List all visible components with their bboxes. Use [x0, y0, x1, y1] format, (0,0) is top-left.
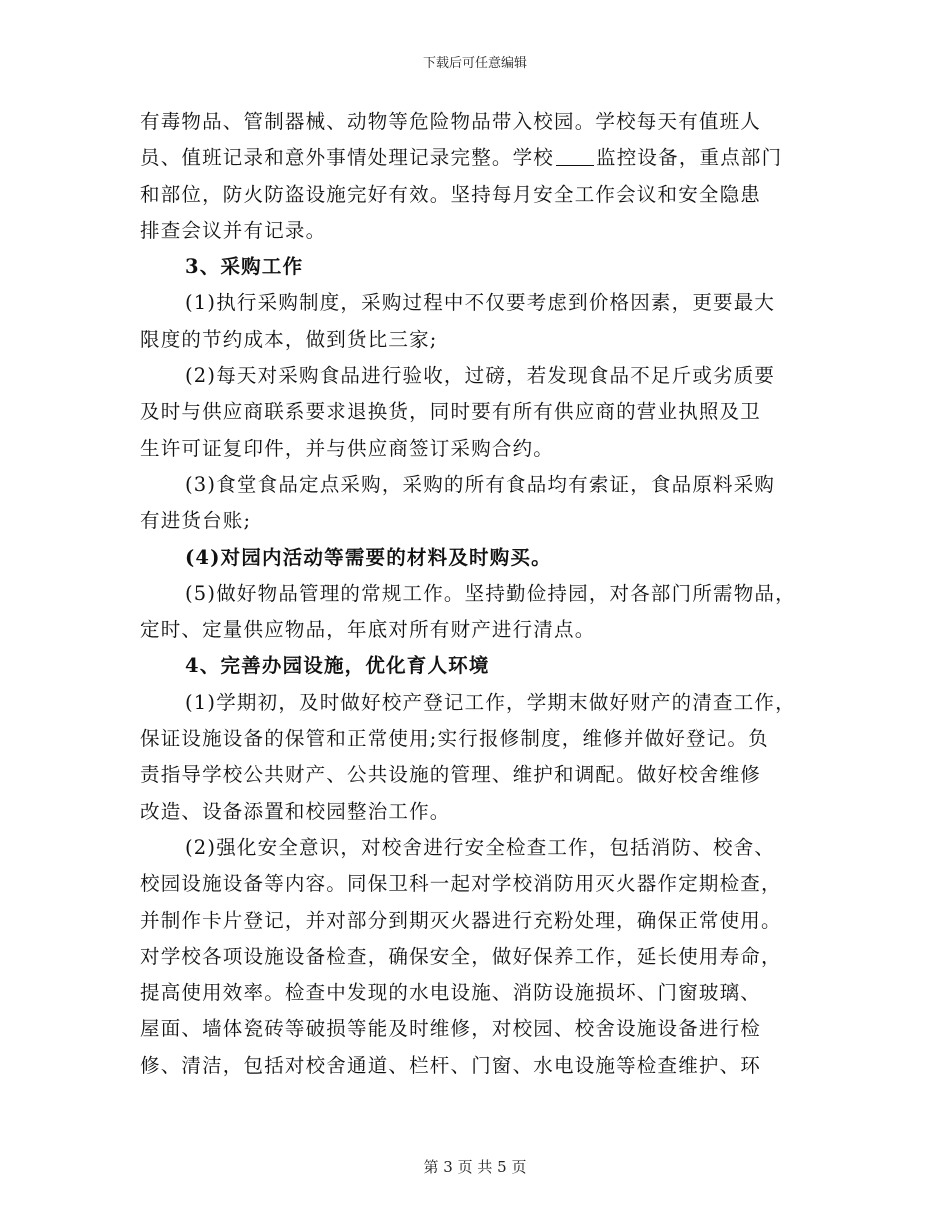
text-line — [140, 757, 820, 793]
page-footer: 第 3 页 共 5 页 — [423, 1158, 527, 1176]
text-line-content: 屋面、墙体瓷砖等破损等能及时维修，对校园、校舍设施设备进行检 — [140, 1017, 762, 1041]
text-line — [140, 612, 820, 648]
text-line-content: 有进货台账; — [140, 509, 252, 533]
text-line — [140, 540, 820, 576]
text-line — [140, 177, 820, 213]
text-line-content: 限度的节约成本，做到货比三家; — [140, 327, 438, 351]
text-line — [140, 721, 820, 757]
text-line-content: 校园设施设备等内容。同保卫科一起对学校消防用灭火器作定期检查， — [140, 872, 782, 896]
text-line — [140, 431, 820, 467]
text-line-content: 对学校各项设施设备检查，确保安全，做好保养工作，延长使用寿命， — [140, 944, 782, 968]
page-header: 下载后可任意编辑 — [422, 56, 527, 71]
text-line-content: 修、清洁，包括对校舍通道、栏杆、门窗、水电设施等检查维护、环 — [140, 1053, 762, 1077]
text-line — [140, 285, 820, 321]
text-line — [140, 576, 820, 612]
text-line-content: 生许可证复印件，并与供应商签订采购合约。 — [140, 436, 555, 460]
text-line-content: (5)做好物品管理的常规工作。坚持勤俭持园，对各部门所需物品， — [185, 581, 796, 605]
text-line-content: 改造、设备添置和校园整治工作。 — [140, 799, 451, 823]
text-line-content: 及时与供应商联系要求退换货，同时要有所有供应商的营业执照及卫 — [140, 400, 762, 424]
text-line-content: (2)每天对采购食品进行验收，过磅，若发现食品不足斤或劣质要 — [185, 364, 776, 388]
text-line-content: 4、完善办园设施，优化育人环境 — [185, 654, 490, 678]
text-line-content: (1)学期初，及时做好校产登记工作，学期末做好财产的清查工作， — [185, 690, 796, 714]
text-line-content: 3、采购工作 — [185, 255, 304, 279]
text-line-content: (4)对园内活动等需要的材料及时购买。 — [185, 545, 552, 569]
text-line-content: 员、值班记录和意外事情处理记录完整。学校 — [140, 146, 555, 170]
text-line — [140, 975, 820, 1011]
document-body — [140, 104, 820, 1084]
text-line-content: 责指导学校公共财产、公共设施的管理、维护和调配。做好校舍维修 — [140, 763, 762, 787]
text-line — [140, 394, 820, 430]
text-line-content: 定时、定量供应物品，年底对所有财产进行清点。 — [140, 618, 596, 642]
text-line — [140, 1011, 820, 1047]
text-line — [140, 1048, 820, 1084]
text-line-content: 提高使用效率。检查中发现的水电设施、消防设施损坏、门窗玻璃、 — [140, 981, 762, 1005]
text-line — [140, 794, 820, 830]
text-line-content: 和部位，防火防盗设施完好有效。坚持每月安全工作会议和安全隐患 — [140, 182, 762, 206]
text-line-content: (3)食堂食品定点采购，采购的所有食品均有索证，食品原料采购 — [185, 472, 776, 496]
text-line — [140, 467, 820, 503]
text-line — [140, 866, 820, 902]
text-line — [140, 213, 820, 249]
text-line — [140, 648, 820, 684]
text-line — [140, 249, 820, 285]
text-line-content: 并制作卡片登记，并对部分到期灭火器进行充粉处理，确保正常使用。 — [140, 908, 782, 932]
text-line — [140, 358, 820, 394]
text-line-content: 有毒物品、管制器械、动物等危险物品带入校园。学校每天有值班人 — [140, 110, 762, 133]
text-line — [140, 140, 820, 176]
text-line-content: 监控设备，重点部门 — [596, 146, 783, 170]
text-line — [140, 503, 820, 539]
text-line — [140, 322, 820, 358]
text-line — [140, 939, 820, 975]
text-line-content: (2)强化安全意识，对校舍进行安全检查工作，包括消防、校舍、 — [185, 835, 776, 859]
text-line — [140, 830, 820, 866]
text-line — [140, 104, 820, 140]
text-line-content: (1)执行采购制度，采购过程中不仅要考虑到价格因素，更要最大 — [185, 291, 776, 315]
text-line-content: 排查会议并有记录。 — [140, 218, 327, 242]
fill-in-blank — [556, 146, 594, 167]
text-line — [140, 685, 820, 721]
text-line-content: 保证设施设备的保管和正常使用;实行报修制度，维修并做好登记。负 — [140, 727, 769, 751]
text-line — [140, 903, 820, 939]
